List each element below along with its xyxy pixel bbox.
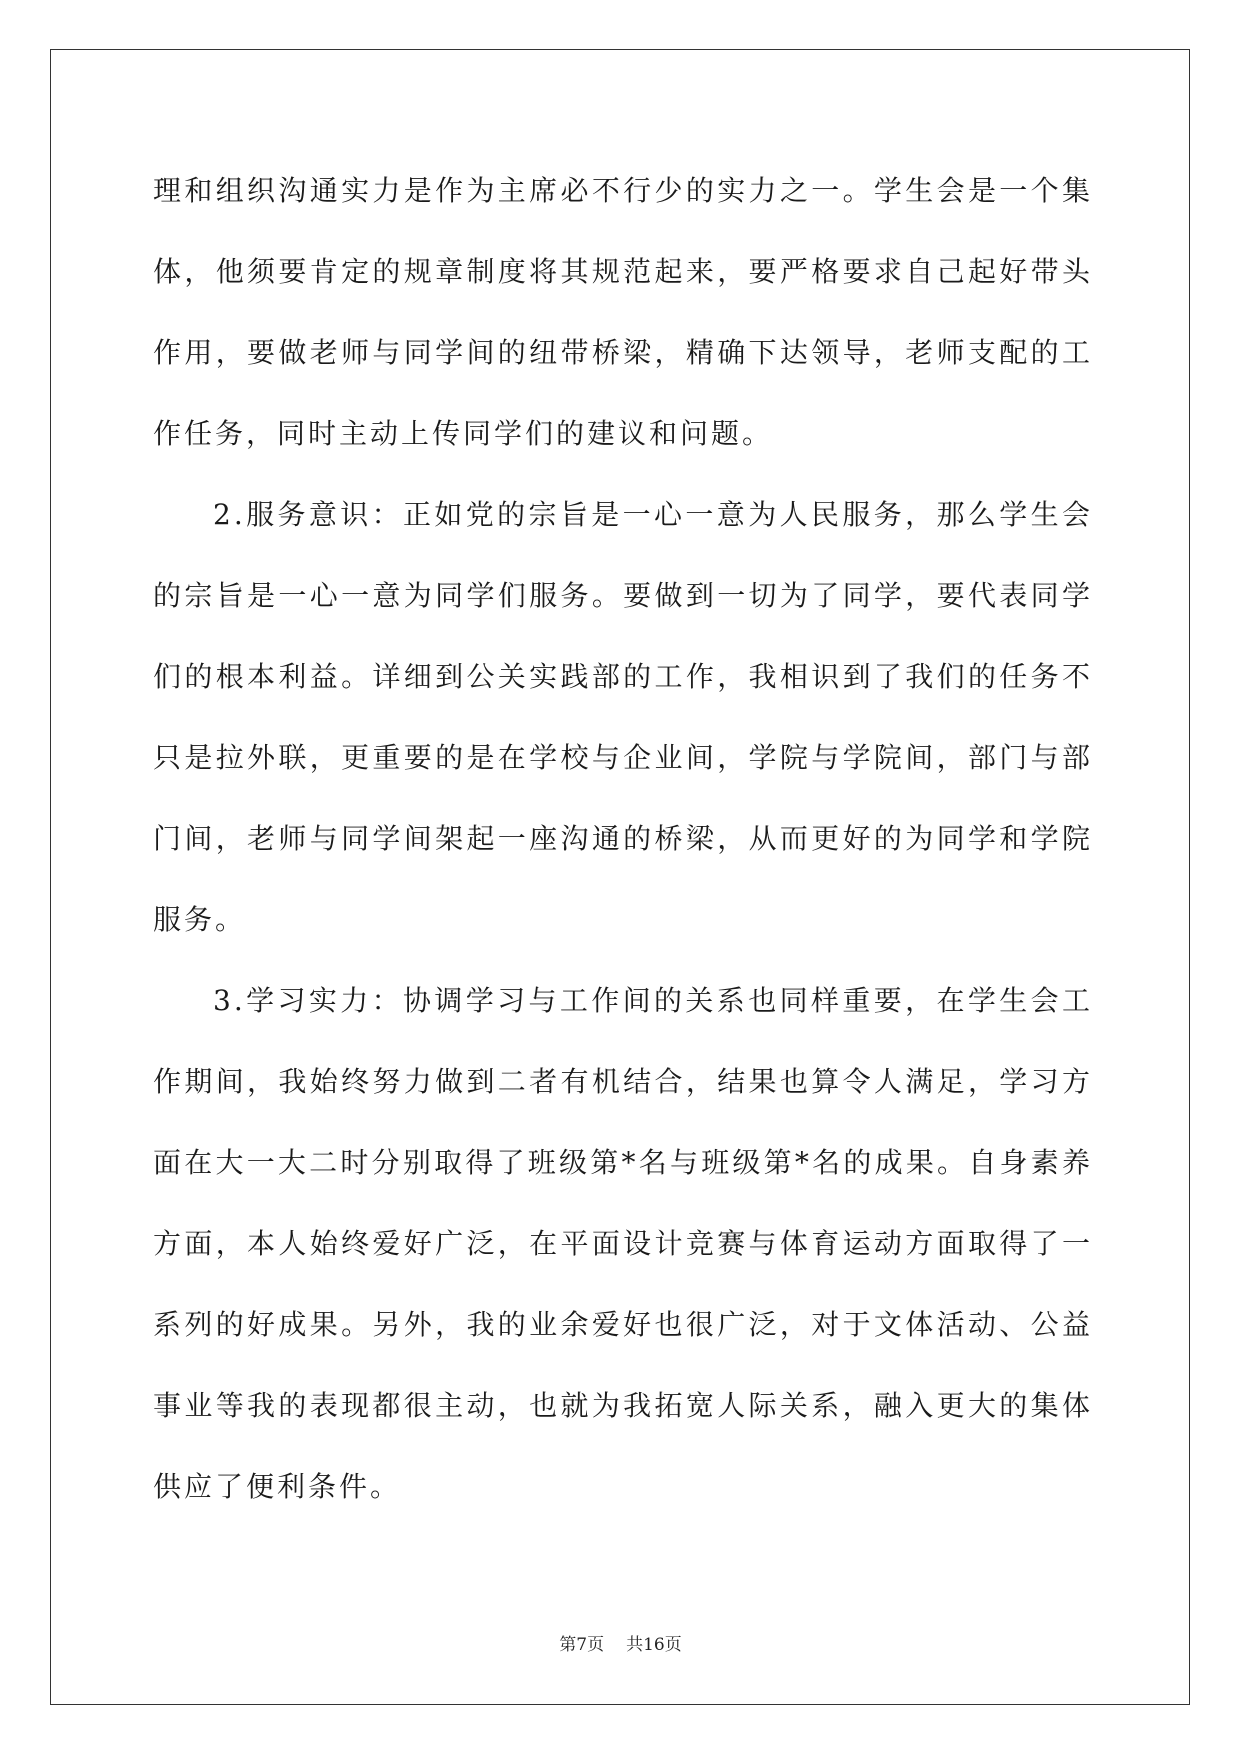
text-line: 们的根本利益。详细到公关实践部的工作，我相识到了我们的任务不 <box>153 660 1093 693</box>
text-line: 系列的好成果。另外，我的业余爱好也很广泛，对于文体活动、公益 <box>153 1308 1093 1341</box>
page-total: 共16页 <box>626 1635 682 1655</box>
text-line: 3.学习实力：协调学习与工作间的关系也同样重要，在学生会工 <box>213 984 1093 1017</box>
page-footer <box>0 1630 1241 1655</box>
text-line: 事业等我的表现都很主动，也就为我拓宽人际关系，融入更大的集体 <box>153 1389 1093 1422</box>
text-line: 理和组织沟通实力是作为主席必不行少的实力之一。学生会是一个集 <box>153 174 1093 207</box>
text-line: 服务。 <box>153 903 247 936</box>
paragraph-1 <box>153 150 1093 474</box>
text-line: 作用，要做老师与同学间的纽带桥梁，精确下达领导，老师支配的工 <box>153 336 1093 369</box>
text-line: 作任务，同时主动上传同学们的建议和问题。 <box>153 417 774 450</box>
text-line: 供应了便利条件。 <box>153 1470 402 1503</box>
document-body <box>153 150 1093 1527</box>
text-line: 的宗旨是一心一意为同学们服务。要做到一切为了同学，要代表同学 <box>153 579 1093 612</box>
text-line: 面在大一大二时分别取得了班级第*名与班级第*名的成果。自身素养 <box>153 1146 1093 1179</box>
text-line: 方面，本人始终爱好广泛，在平面设计竞赛与体育运动方面取得了一 <box>153 1227 1093 1260</box>
paragraph-3-study-ability <box>153 960 1093 1527</box>
text-line: 作期间，我始终努力做到二者有机结合，结果也算令人满足，学习方 <box>153 1065 1093 1098</box>
text-line: 只是拉外联，更重要的是在学校与企业间，学院与学院间，部门与部 <box>153 741 1093 774</box>
text-line: 2.服务意识：正如党的宗旨是一心一意为人民服务，那么学生会 <box>213 498 1093 531</box>
text-line: 体，他须要肯定的规章制度将其规范起来，要严格要求自己起好带头 <box>153 255 1093 288</box>
text-line: 门间，老师与同学间架起一座沟通的桥梁，从而更好的为同学和学院 <box>153 822 1093 855</box>
page-number: 第7页 <box>559 1635 605 1655</box>
paragraph-2-service-awareness <box>153 474 1093 960</box>
